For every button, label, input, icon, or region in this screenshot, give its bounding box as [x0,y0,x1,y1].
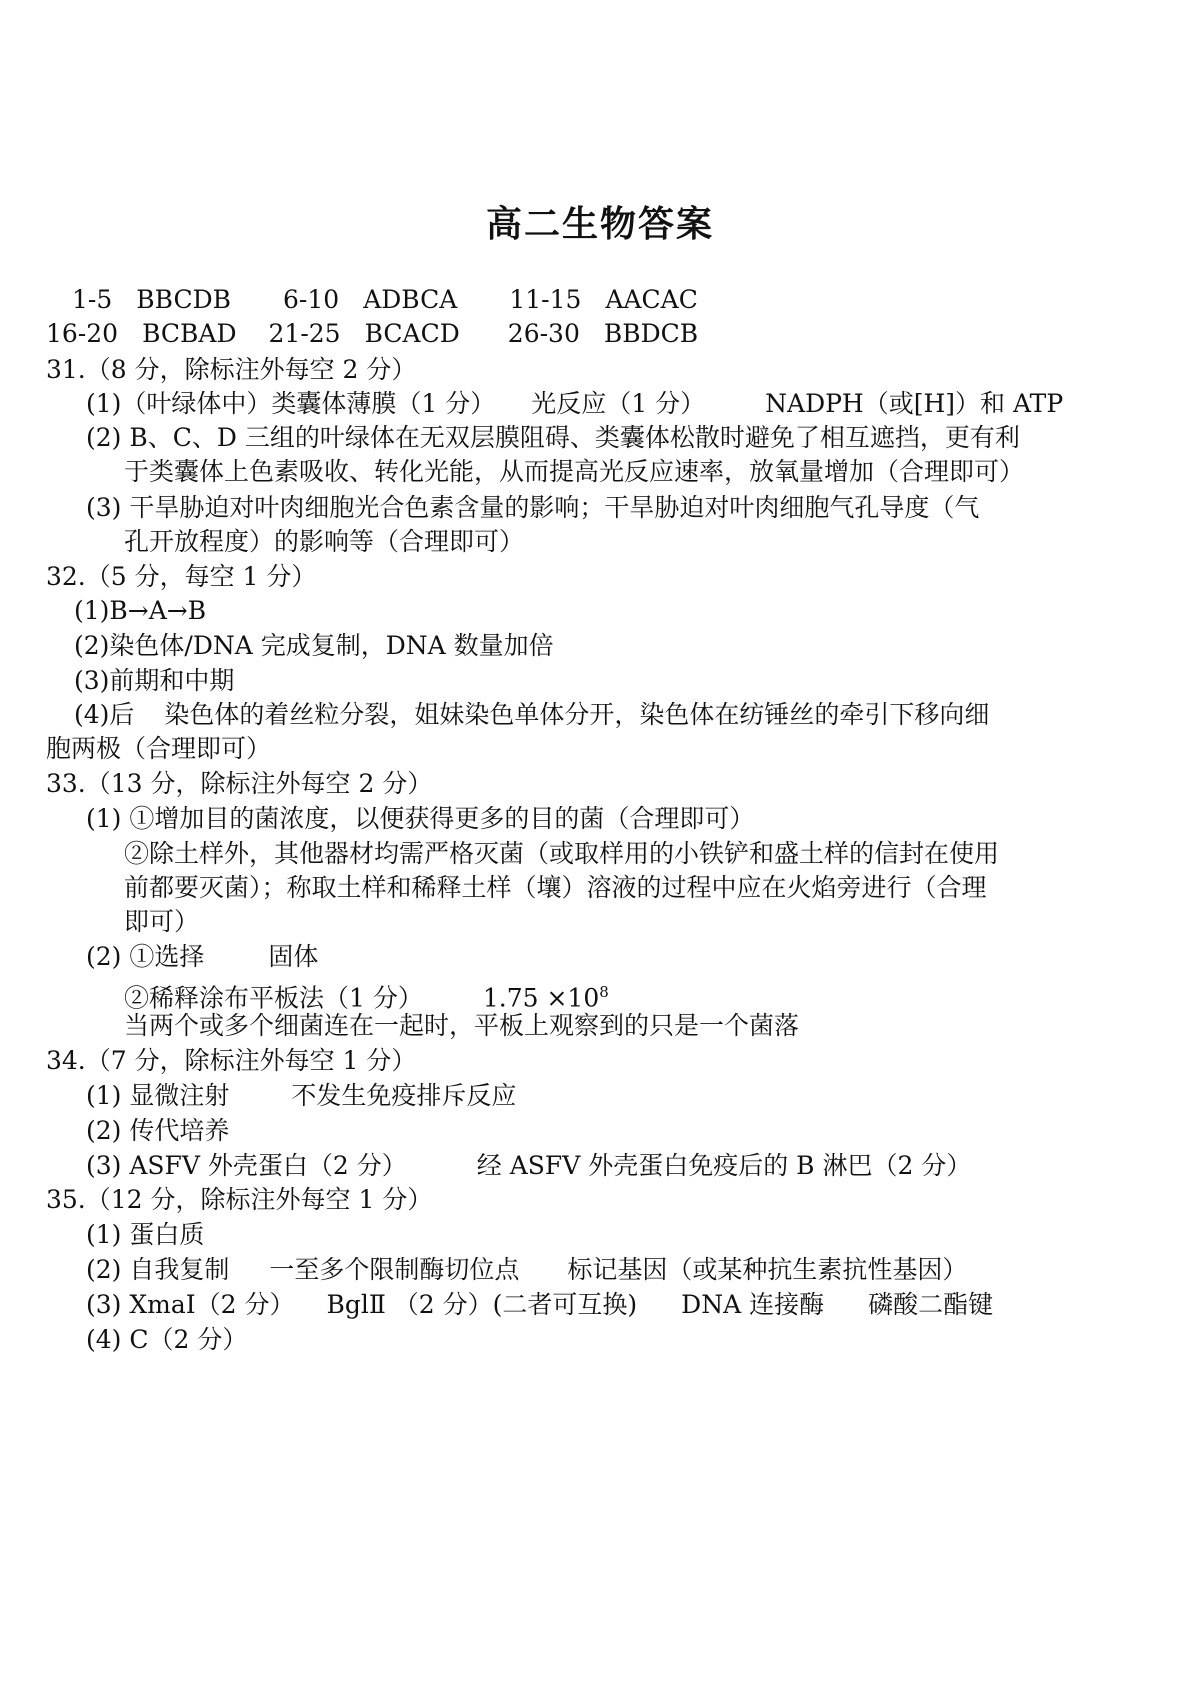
q35-p2-c: 标记基因（或某种抗生素抗性基因） [567,1255,968,1284]
q32-part-4-line-2: 胞两极（合理即可） [46,734,272,763]
q34-p1-a: (1) 显微注射 [86,1081,230,1110]
mc-answer: AACAC [605,285,698,314]
q33-p2-a: (2) ①选择 [86,942,205,971]
q35-part-4: (4) C（2 分） [86,1325,248,1354]
q34-p1-b: 不发生免疫排斥反应 [291,1081,517,1110]
q34-part-3 [86,1148,971,1184]
mc-answer: BCACD [364,319,460,348]
mc-answer: ADBCA [363,285,458,314]
q33-part-1-b-line-3: 即可） [124,907,200,936]
q31-p1-a: (1)（叶绿体中）类囊体薄膜（1 分） [86,389,496,418]
q33-part-2-c: 当两个或多个细菌连在一起时，平板上观察到的只是一个菌落 [124,1011,800,1040]
mc-answer: BCBAD [142,319,237,348]
mc-row-1 [72,282,698,318]
q34-header: 34.（7 分，除标注外每空 1 分） [46,1046,417,1075]
q32-part-3: (3)前期和中期 [74,666,235,695]
q31-p1-c: NADPH（或[H]）和 ATP [765,389,1064,418]
q31-header: 31.（8 分，除标注外每空 2 分） [46,355,417,384]
q32-part-2: (2)染色体/DNA 完成复制，DNA 数量加倍 [74,631,554,660]
q35-part-3 [86,1287,993,1323]
q33-p2-b: 固体 [268,942,319,971]
q35-header: 35.（12 分，除标注外每空 1 分） [46,1185,433,1214]
mc-range: 1-5 [72,285,113,314]
q32-header: 32.（5 分，每空 1 分） [46,562,317,591]
mc-range: 26-30 [507,319,580,348]
page-title: 高二生物答案 [485,204,714,245]
q34-part-1 [86,1078,516,1114]
q35-part-2 [86,1252,967,1288]
q31-part-1 [86,386,1063,422]
mc-range: 21-25 [268,319,341,348]
q33-part-1-b-line-2: 前都要灭菌）；称取土样和稀释土样（壤）溶液的过程中应在火焰旁进行（合理 [124,873,987,902]
mc-row-2 [46,316,698,352]
q33-p2-d: 1.75 ×10 [482,983,600,1013]
mc-range: 11-15 [509,285,582,314]
q35-p3-d: 磷酸二酯键 [868,1290,994,1319]
q32-p4-b: 染色体的着丝粒分裂，姐妹染色单体分开，染色体在纺锤丝的牵引下移向细 [164,700,990,729]
mc-answer: BBDCB [603,319,699,348]
mc-answer: BBCDB [136,285,232,314]
q31-part-2-line-1: (2) B、C、D 三组的叶绿体在无双层膜阻碍、类囊体松散时避免了相互遮挡，更有利 [86,423,1020,452]
q35-part-1: (1) 蛋白质 [86,1220,205,1249]
q35-p2-b: 一至多个限制酶切位点 [269,1255,520,1284]
q31-part-3-line-1: (3) 干旱胁迫对叶肉细胞光合色素含量的影响；干旱胁迫对叶肉细胞气孔导度（气 [86,493,980,522]
q33-header: 33.（13 分，除标注外每空 2 分） [46,769,433,798]
q35-p3-c: DNA 连接酶 [681,1290,825,1319]
q33-part-1-a: (1) ①增加目的菌浓度，以便获得更多的目的菌（合理即可） [86,804,755,833]
q31-p1-b: 光反应（1 分） [531,389,706,418]
q31-part-2-line-2: 于类囊体上色素吸收、转化光能，从而提高光反应速率，放氧量增加（合理即可） [124,457,1025,486]
q32-part-1: (1)B→A→B [74,596,207,625]
q34-p3-b: 经 ASFV 外壳蛋白免疫后的 B 淋巴（2 分） [476,1151,972,1180]
q31-part-3-line-2: 孔开放程度）的影响等（合理即可） [124,527,525,556]
mc-range: 6-10 [283,285,340,314]
q33-p2-d-exponent: 8 [599,983,609,1001]
q33-p2-c: ②稀释涂布平板法（1 分） [124,983,423,1013]
q32-part-4-line-1 [74,697,989,733]
mc-range: 16-20 [46,319,119,348]
q34-p3-a: (3) ASFV 外壳蛋白（2 分） [86,1151,407,1180]
q33-part-1-b-line-1: ②除土样外，其他器材均需严格灭菌（或取样用的小铁铲和盛土样的信封在使用 [124,839,1000,868]
q33-part-2-a [86,939,318,975]
q32-p4-a: (4)后 [74,700,135,729]
q35-p3-b: BglⅡ （2 分）(二者可互换) [326,1290,638,1319]
q35-p2-a: (2) 自我复制 [86,1255,230,1284]
q34-part-2: (2) 传代培养 [86,1116,230,1145]
q35-p3-a: (3) XmaⅠ（2 分） [86,1290,295,1319]
